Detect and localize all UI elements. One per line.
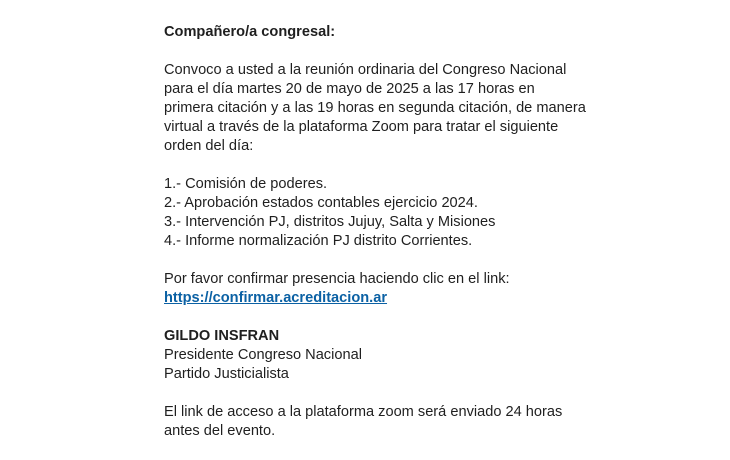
intro-line: primera citación y a las 19 horas en segunda citación, de manera [164,100,586,116]
intro-paragraph [164,61,584,156]
closing-line: antes del evento. [164,423,276,439]
signatory-name: GILDO INSFRAN [164,328,280,344]
intro-line: orden del día: [164,138,254,154]
closing-paragraph [164,403,584,441]
intro-line: virtual a través de la plataforma Zoom para tratar el siguiente [164,119,559,135]
closing-line: El link de acceso a la plataforma zoom será enviado 24 horas [164,404,563,420]
intro-line: para el día martes 20 de mayo de 2025 a las 17 horas en [164,81,535,97]
agenda-list [164,175,584,251]
letter-body [164,23,584,460]
greeting: Compañero/a congresal: [164,24,336,40]
intro-line: Convoco a usted a la reunión ordinaria del Congreso Nacional [164,62,567,78]
signature-block [164,327,584,384]
confirm-text: Por favor confirmar presencia haciendo clic en el link: [164,271,510,287]
agenda-item: 1.- Comisión de poderes. [164,176,328,192]
signatory-title: Presidente Congreso Nacional [164,347,362,363]
agenda-item: 2.- Aprobación estados contables ejercicio 2024. [164,195,478,211]
signatory-party: Partido Justicialista [164,366,289,382]
confirm-paragraph [164,270,584,308]
agenda-item: 3.- Intervención PJ, distritos Jujuy, Salta y Misiones [164,214,496,230]
agenda-item: 4.- Informe normalización PJ distrito Corrientes. [164,233,473,249]
confirm-link[interactable]: https://confirmar.acreditacion.ar [164,290,388,306]
